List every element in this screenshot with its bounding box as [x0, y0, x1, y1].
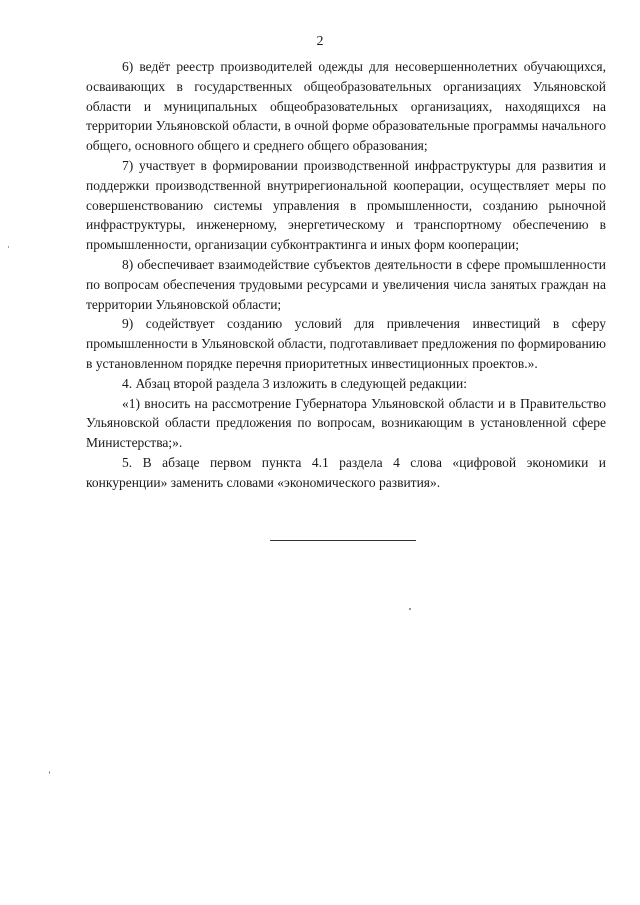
- paragraph-item-6: 6) ведёт реестр производителей одежды для несовершеннолетних обучающихся, осваивающих в государственных общеобразовательных организациях Ульяновской области и муниципальных общеобразовательных организациях, находящихся на территории Ульяновской области, в очной форме образовательные программы начального общего, основного общего и среднего общего образования;: [86, 59, 606, 154]
- amendment-point-5: 5. В абзаце первом пункта 4.1 раздела 4 слова «цифровой экономики и конкуренции» заменить словами «экономического развития».: [86, 454, 606, 490]
- scan-speck: [8, 246, 9, 248]
- amendment-quote-1: «1) вносить на рассмотрение Губернатора Ульяновской области и в Правительство Ульяновской области предложения по вопросам, возникающим в установленной сфере Министерства;».: [86, 395, 606, 451]
- page-number: 2: [316, 34, 324, 49]
- paragraph-item-8: 8) обеспечивает взаимодействие субъектов деятельности в сфере промышленности по вопросам обеспечения трудовыми ресурсами и увеличения числа занятых граждан на территории Ульяновской области;: [86, 256, 606, 312]
- closing-rule-divider: [270, 540, 416, 541]
- scan-speck: [49, 771, 50, 774]
- paragraph-item-7: 7) участвует в формировании производственной инфраструктуры для развития и поддержки производственной внутрирегиональной кооперации, осуществляет меры по совершенствованию системы управления в промышленности, созданию рыночной инфраструктуры, инженерному, энергетическому и транспортному обеспечению в промышленности, организации субконтрактинга и иных форм кооперации;: [86, 157, 606, 253]
- paragraph-item-9: 9) содействует созданию условий для привлечения инвестиций в сферу промышленности в Ульяновской области, подготавливает предложения по формированию в установленном порядке перечня приоритетных инвестиционных проектов.».: [86, 316, 606, 371]
- document-body: [86, 57, 606, 493]
- scan-speck: [409, 608, 411, 610]
- amendment-point-4: 4. Абзац второй раздела 3 изложить в следующей редакции:: [122, 375, 467, 391]
